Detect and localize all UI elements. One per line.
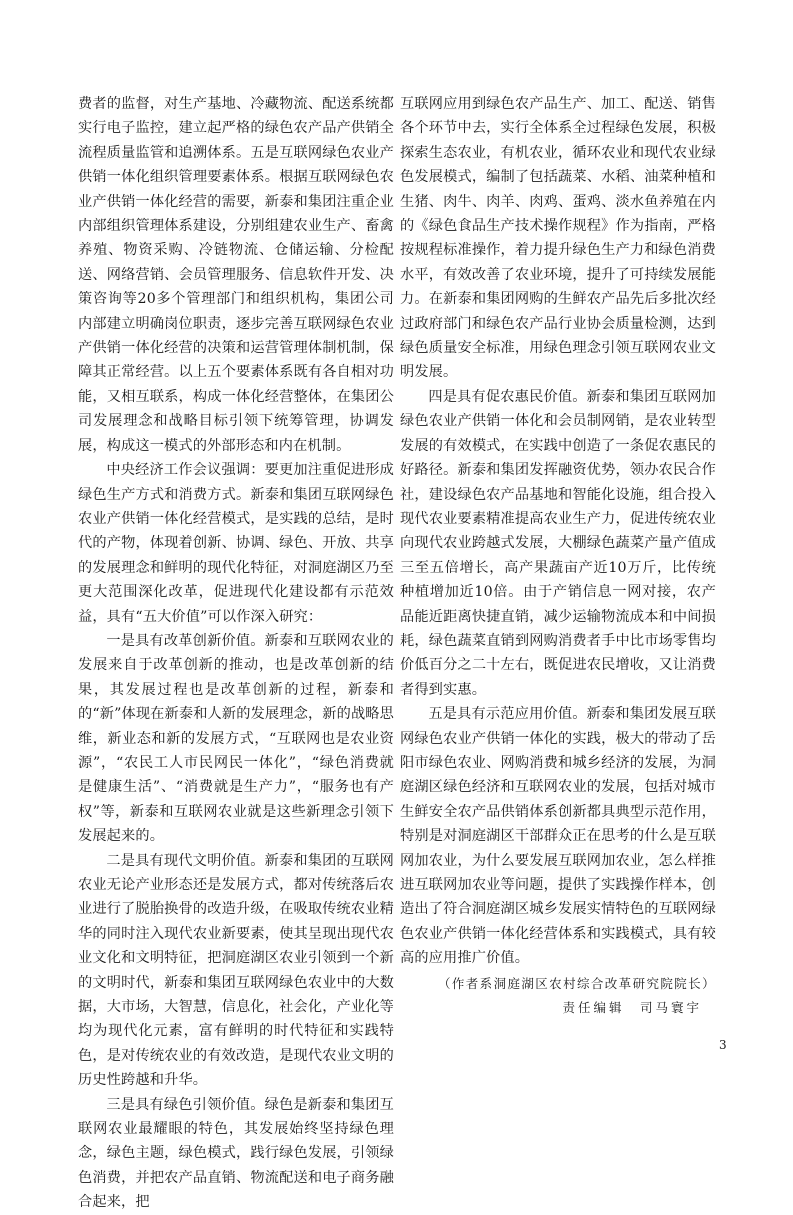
left-paragraph-3: 一是具有改革创新价值。新泰和互联网农业的发展来自于改革创新的推动，也是改革创新的结果，其发展过程也是改革创新的过程，新泰和的“新”体现在新泰和人新的发展理念，新的战略思维，新业态和新的发展方式，“互联网也是农业资源”，“农民工人市民网民一体化”，“绿色消费就是健康生活”、“消费就是生产力”，“服务也有产权”等，新泰和互联网农业就是这些新理念引领下发展起来的。 — [78, 632, 394, 845]
left-paragraph-5: 三是具有绿色引领价值。绿色是新泰和集团互联网农业最耀眼的特色，其发展始终坚持绿色理念，绿色主题，绿色模式，践行绿色发展，引领绿色消费，并把农产品直销、物流配送和电子商务融合起来，把 — [78, 1096, 394, 1211]
left-paragraph-2: 中央经济工作会议强调：要更加注重促进形成绿色生产方式和消费方式。新泰和集团互联网绿色农业产供销一体化经营模式，是实践的总结，是时代的产物，体现着创新、协调、绿色、开放、共享的发展理念和鲜明的现代化特征，对洞庭湖区乃至更大范围深化改革，促进现代化建设都有示范效益，具有“五大价值”可以作深入研究： — [78, 462, 394, 625]
responsible-editor: 责任编辑 司马寰宇 — [562, 1000, 702, 1016]
right-column — [400, 92, 716, 1020]
right-paragraph-3: 五是具有示范应用价值。新泰和集团发展互联网绿色农业产供销一体化的实践，极大的带动了岳阳市绿色农业、网购消费和城乡经济的发展，为洞庭湖区绿色经济和互联网农业的发展，包括对城市生鲜安全农产品供销体系创新都具典型示范作用，特别是对洞庭湖区干部群众正在思考的什么是互联网加农业，为什么要发展互联网加农业，怎么样推进互联网加农业等问题，提供了实践操作样本，创造出了符合洞庭湖区城乡发展实情特色的互联网绿色农业产供销一体化经营体系和实践模式，具有较高的应用推广价值。 — [400, 706, 716, 967]
left-column — [78, 92, 394, 1215]
author-note: （作者系洞庭湖区农村综合改革研究院院长） — [437, 975, 716, 991]
left-paragraph-1: 费者的监督，对生产基地、冷藏物流、配送系统都实行电子监控，建立起严格的绿色农产品产供销全流程质量监管和追溯体系。五是互联网绿色农业产供销一体化组织管理要素体系。根据互联网绿色农业产供销一体化经营的需要，新泰和集团注重企业内部组织管理体系建设，分别组建农业生产、畜禽养殖、物资采购、冷链物流、仓储运输、分检配送、网络营销、会员管理服务、信息软件开发、决策咨询等20多个管理部门和组织机构，集团公司内部建立明确岗位职责，逐步完善互联网绿色农业产供销一体化经营的决策和运营管理体制机制，保障其正常经营。以上五个要素体系既有各自相对功能，又相互联系，构成一体化经营整体，在集团公司发展理念和战略目标引领下统筹管理，协调发展，构成这一模式的外部形态和内在机制。 — [78, 96, 394, 454]
right-paragraph-1: 互联网应用到绿色农产品生产、加工、配送、销售各个环节中去，实行全体系全过程绿色发展，积极探索生态农业，有机农业，循环农业和现代农业绿色发展模式，编制了包括蔬菜、水稻、油菜种植和生猪、肉牛、肉羊、肉鸡、蛋鸡、淡水鱼养殖在内的《绿色食品生产技术操作规程》作为指南，严格按规程标准操作，着力提升绿色生产力和绿色消费水平，有效改善了农业环境，提升了可持续发展能力。在新泰和集团网购的生鲜农产品先后多批次经过政府部门和绿色农产品行业协会质量检测，达到绿色质量安全标准，用绿色理念引领互联网农业文明发展。 — [400, 96, 716, 381]
right-paragraph-2: 四是具有促农惠民价值。新泰和集团互联网加绿色农业产供销一体化和会员制网销，是农业转型发展的有效模式，在实践中创造了一条促农惠民的好路径。新泰和集团发挥融资优势，领办农民合作社，建设绿色农产品基地和智能化设施，组合投入现代农业要素精准提高农业生产力，促进传统农业向现代农业跨越式发展，大棚绿色蔬菜产量产值成三至五倍增长，高产果蔬亩产近10万斤，比传统种植增加近10倍。由于产销信息一网对接，农产品能近距离快捷直销，减少运输物流成本和中间损耗，绿色蔬菜直销到网购消费者手中比市场零售均价低百分之二十左右，既促进农民增收，又让消费者得到实惠。 — [400, 388, 716, 698]
page-number: 3 — [719, 1038, 727, 1052]
left-paragraph-4: 二是具有现代文明价值。新泰和集团的互联网农业无论产业形态还是发展方式，都对传统落后农业进行了脱胎换骨的改造升级，在吸取传统农业精华的同时注入现代农业新要素，使其呈现出现代农业文化和文明特征，把洞庭湖区农业引领到一个新的文明时代，新泰和集团互联网绿色农业中的大数据，大市场，大智慧，信息化，社会化，产业化等均为现代化元素，富有鲜明的时代特征和实践特色，是对传统农业的有效改造，是现代农业文明的历史性跨越和升华。 — [78, 852, 394, 1089]
